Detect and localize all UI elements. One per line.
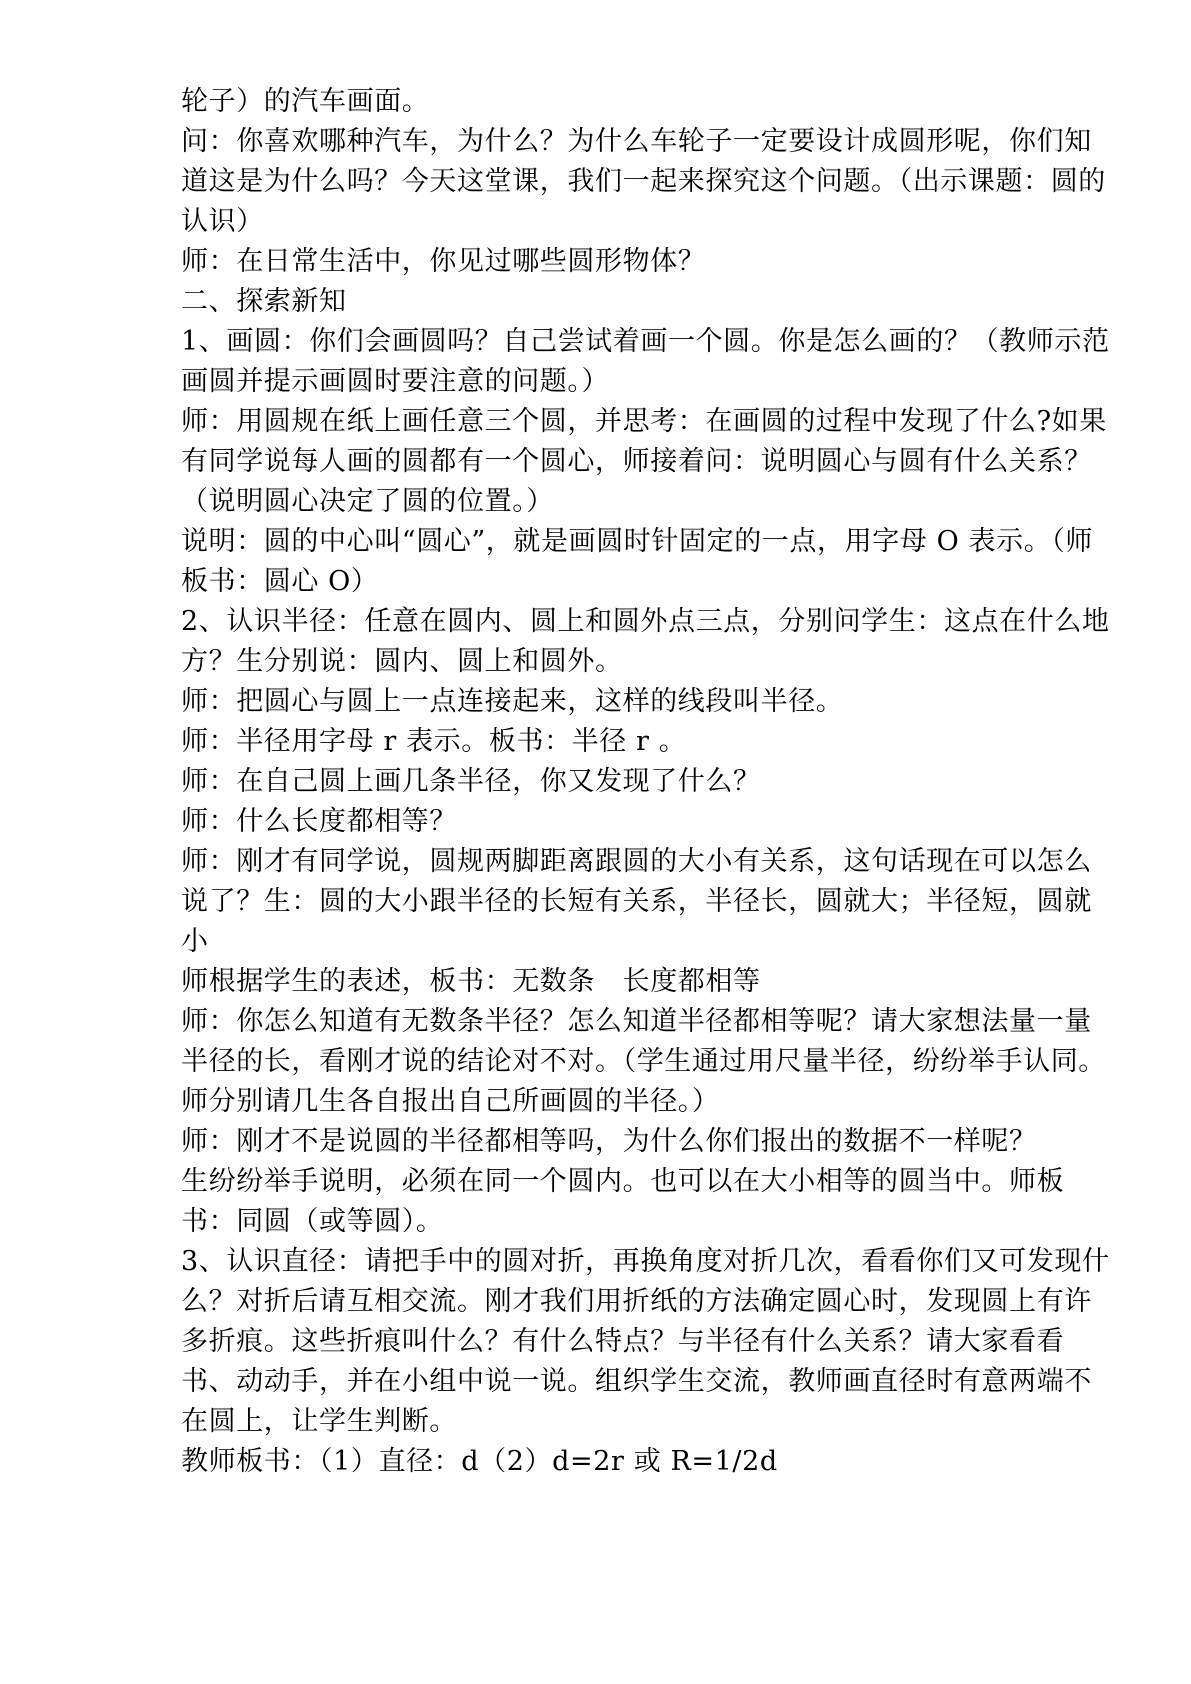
paragraph-radius-symbol: 师：半径用字母 r 表示。板书：半径 r 。: [181, 726, 687, 757]
paragraph-diameter-board: 教师板书：（1）直径：d（2）d=2r 或 R=1/2d: [181, 1446, 778, 1477]
section-heading-explore: 二、探索新知: [181, 286, 347, 317]
paragraph-daily-circles: 师：在日常生活中，你见过哪些圆形物体？: [181, 246, 706, 277]
paragraph-data-differ: 师：刚才不是说圆的半径都相等吗，为什么你们报出的数据不一样呢？: [181, 1126, 1037, 1157]
paragraph-drawing-circle: 1、画圆：你们会画圆吗？自己尝试着画一个圆。你是怎么画的？（教师示范画圆并提示画圆时要注意的问题。）: [181, 326, 1110, 397]
paragraph-measure-radius: 师：你怎么知道有无数条半径？怎么知道半径都相等呢？请大家想法量一量半径的长，看刚才说的结论对不对。（学生通过用尺量半径，纷纷举手认同。师分别请几生各自报出自己所画圆的半径。）: [181, 1006, 1106, 1117]
paragraph-diameter-intro: 3、认识直径：请把手中的圆对折，再换角度对折几次，看看你们又可发现什么？对折后请互相交流。刚才我们用折纸的方法确定圆心时，发现圆上有许多折痕。这些折痕叫什么？有什么特点？与半径有什么关系？请大家看看书、动动手，并在小组中说一说。组织学生交流，教师画直径时有意两端不在圆上，让学生判断。: [181, 1246, 1110, 1437]
document-body: [181, 82, 1111, 1482]
paragraph-radius-intro: 2、认识半径：任意在圆内、圆上和圆外点三点，分别问学生：这点在什么地方？生分别说：圆内、圆上和圆外。: [181, 606, 1110, 677]
paragraph-same-circle: 生纷纷举手说明，必须在同一个圆内。也可以在大小相等的圆当中。师板书：同圆（或等圆）。: [181, 1166, 1065, 1237]
paragraph-compass-task: 师：用圆规在纸上画任意三个圆，并思考：在画圆的过程中发现了什么?如果有同学说每人画的圆都有一个圆心，师接着问：说明圆心与圆有什么关系？（说明圆心决定了圆的位置。）: [181, 406, 1107, 517]
paragraph-equal-length: 师：什么长度都相等？: [181, 806, 457, 837]
paragraph-radius-definition: 师：把圆心与圆上一点连接起来，这样的线段叫半径。: [181, 686, 844, 717]
paragraph-board-infinite: 师根据学生的表述，板书：无数条 长度都相等: [181, 966, 761, 997]
paragraph-draw-radii: 师：在自己圆上画几条半径，你又发现了什么？: [181, 766, 761, 797]
paragraph-center-definition: 说明：圆的中心叫“圆心”，就是画圆时针固定的一点，用字母 O 表示。（师板书：圆心 O）: [181, 526, 1094, 597]
paragraph-question-car: 问：你喜欢哪种汽车，为什么？为什么车轮子一定要设计成圆形呢，你们知道这是为什么吗？今天这堂课，我们一起来探究这个问题。（出示课题：圆的认识）: [181, 126, 1106, 237]
paragraph-car-picture: 轮子）的汽车画面。: [181, 86, 430, 117]
paragraph-compass-size: 师：刚才有同学说，圆规两脚距离跟圆的大小有关系，这句话现在可以怎么说了？生：圆的大小跟半径的长短有关系，半径长，圆就大；半径短，圆就小: [181, 846, 1092, 957]
